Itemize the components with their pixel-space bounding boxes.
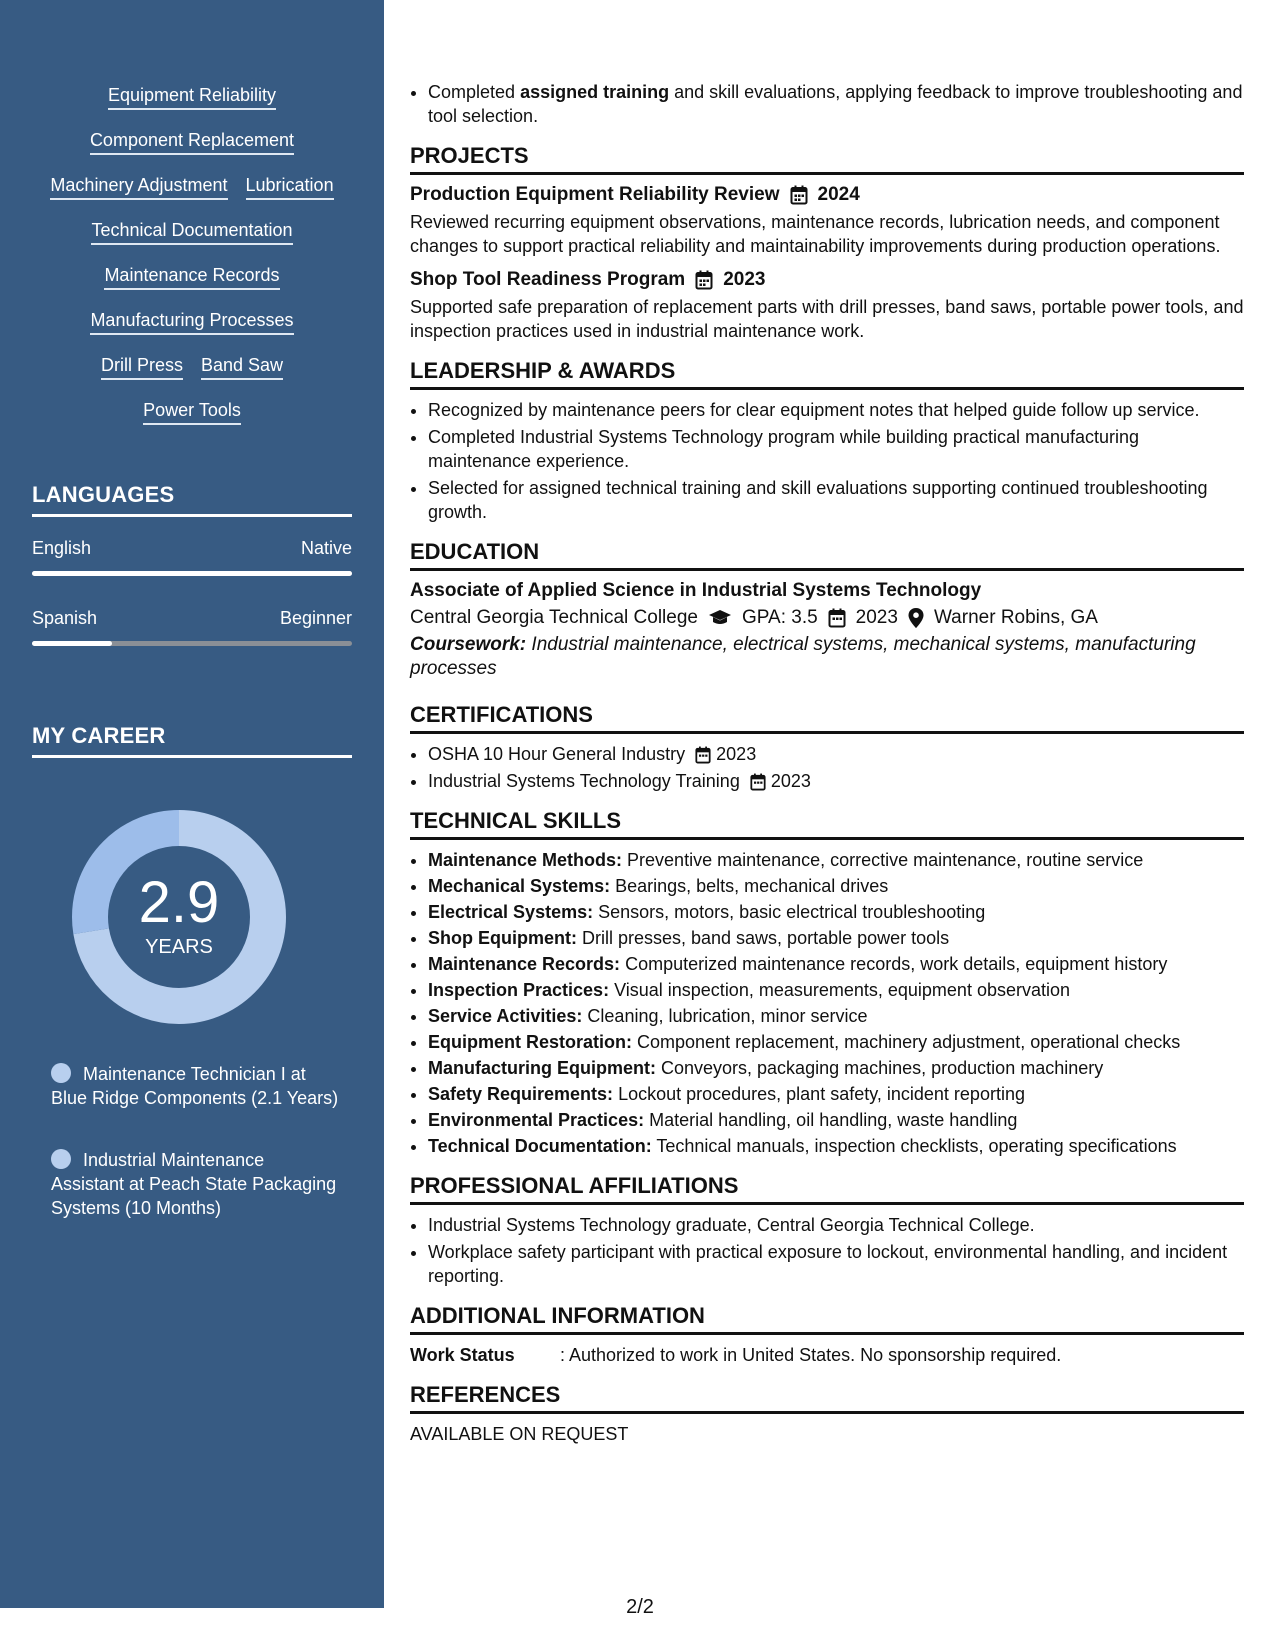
skill-tag: Lubrication <box>246 174 334 200</box>
affiliations-heading: PROFESSIONAL AFFILIATIONS <box>410 1172 1244 1205</box>
career-years-value: 2.9 <box>138 870 220 935</box>
language-english <box>32 538 352 576</box>
skill-tag: Component Replacement <box>90 129 294 155</box>
list-item: • Manufacturing Equipment: Conveyors, packaging machines, production machinery <box>428 1056 1244 1080</box>
work-status <box>410 1343 1244 1367</box>
project-title: Production Equipment Reliability Review 2024 <box>410 184 860 205</box>
project-year: 2024 <box>817 184 860 205</box>
coursework: Coursework: Industrial maintenance, electrical systems, mechanical systems, manufacturing processes <box>410 634 1196 679</box>
education-details <box>410 606 1244 630</box>
list-item: • Maintenance Records: Computerized maintenance records, work details, equipment history <box>428 952 1244 976</box>
affiliations-list <box>410 1213 1244 1288</box>
list-item: • Industrial Systems Technology Training 2023 <box>428 769 1244 793</box>
skill-tag: Technical Documentation <box>91 219 292 245</box>
list-item: • Shop Equipment: Drill presses, band saws, portable power tools <box>428 926 1244 950</box>
calendar-icon <box>695 746 711 764</box>
list-item: • Industrial Systems Technology graduate, Central Georgia Technical College. <box>428 1213 1244 1237</box>
graduation-year: 2023 <box>855 607 898 628</box>
career-heading: MY CAREER <box>32 723 352 758</box>
list-item: • Maintenance Methods: Preventive maintenance, corrective maintenance, routine service <box>428 848 1244 872</box>
main-content <box>410 80 1244 1446</box>
skill-tag: Manufacturing Processes <box>90 309 293 335</box>
language-bar-fill <box>32 641 112 646</box>
career-entry-label: Maintenance Technician I at Blue Ridge Components (2.1 Years) <box>51 1064 339 1108</box>
location-pin-icon <box>908 608 924 628</box>
skill-tag: Machinery Adjustment <box>50 174 227 200</box>
school-location: Warner Robins, GA <box>933 607 1098 628</box>
list-item: • Service Activities: Cleaning, lubrication, minor service <box>428 1004 1244 1028</box>
project-year: 2023 <box>723 269 766 290</box>
skill-tag: Maintenance Records <box>104 264 279 290</box>
list-item: • Safety Requirements: Lockout procedures, plant safety, incident reporting <box>428 1082 1244 1106</box>
language-bar <box>32 641 352 646</box>
skill-tag: Band Saw <box>201 354 283 380</box>
list-item: • OSHA 10 Hour General Industry 2023 <box>428 742 1244 766</box>
list-item: • Workplace safety participant with practical exposure to lockout, environmental handling, and incident reporting. <box>428 1240 1244 1288</box>
projects-heading: PROJECTS <box>410 142 1244 175</box>
skill-tag: Power Tools <box>143 399 241 425</box>
career-dot-icon <box>51 1063 71 1083</box>
language-level: Native <box>300 538 352 558</box>
graduation-cap-icon <box>708 609 732 627</box>
additional-info-heading: ADDITIONAL INFORMATION <box>410 1302 1244 1335</box>
language-bar <box>32 571 352 576</box>
certifications-list <box>410 742 1244 793</box>
list-item: • Inspection Practices: Visual inspection, measurements, equipment observation <box>428 978 1244 1002</box>
language-bar-fill <box>32 571 352 576</box>
references-heading: REFERENCES <box>410 1381 1244 1414</box>
calendar-icon <box>828 608 846 628</box>
language-name: Spanish <box>32 608 98 628</box>
gpa: GPA: 3.5 <box>741 607 818 628</box>
page-number: 2/2 <box>626 1596 654 1618</box>
project-description: Reviewed recurring equipment observations, maintenance records, lubrication needs, and component changes to support practical reliability and maintainability improvements during production operations. <box>410 212 1221 256</box>
skill-tag: Drill Press <box>101 354 183 380</box>
list-item: • Completed Industrial Systems Technology program while building practical manufacturing maintenance experience. <box>428 425 1244 473</box>
technical-skills-list <box>410 848 1244 1158</box>
work-status-label: Work Status <box>410 1345 515 1365</box>
work-status-value: : Authorized to work in United States. No sponsorship required. <box>560 1345 1062 1365</box>
references-text: AVAILABLE ON REQUEST <box>410 1424 629 1444</box>
school-name: Central Georgia Technical College <box>410 607 698 628</box>
degree-title: Associate of Applied Science in Industrial Systems Technology <box>410 580 982 601</box>
language-name: English <box>32 538 92 558</box>
career-entry <box>51 1062 341 1110</box>
leadership-list <box>410 398 1244 524</box>
education-heading: EDUCATION <box>410 538 1244 571</box>
language-spanish <box>32 608 352 646</box>
list-item: • Equipment Restoration: Component replacement, machinery adjustment, operational checks <box>428 1030 1244 1054</box>
career-years-unit: YEARS <box>145 936 213 958</box>
list-item: • Electrical Systems: Sensors, motors, basic electrical troubleshooting <box>428 900 1244 924</box>
list-item: • Technical Documentation: Technical manuals, inspection checklists, operating specifications <box>428 1134 1244 1158</box>
languages-heading: LANGUAGES <box>32 482 352 517</box>
language-level: Beginner <box>279 608 352 628</box>
list-item: • Selected for assigned technical training and skill evaluations supporting continued troubleshooting growth. <box>428 476 1244 524</box>
project-title: Shop Tool Readiness Program 2023 <box>410 269 766 290</box>
career-dot-icon <box>51 1149 71 1169</box>
leadership-heading: LEADERSHIP & AWARDS <box>410 357 1244 390</box>
certifications-heading: CERTIFICATIONS <box>410 701 1244 734</box>
skill-tag: Equipment Reliability <box>108 84 276 110</box>
skills-tag-list <box>20 84 364 444</box>
list-item: • Environmental Practices: Material handling, oil handling, waste handling <box>428 1108 1244 1132</box>
list-item: • Recognized by maintenance peers for clear equipment notes that helped guide follow up service. <box>428 398 1244 422</box>
calendar-icon <box>790 185 808 205</box>
sidebar <box>0 0 384 1608</box>
career-entry <box>51 1148 341 1220</box>
calendar-icon <box>750 773 766 791</box>
list-item: • Mechanical Systems: Bearings, belts, mechanical drives <box>428 874 1244 898</box>
experience-bullets <box>410 80 1244 128</box>
technical-skills-heading: TECHNICAL SKILLS <box>410 807 1244 840</box>
calendar-icon <box>695 270 713 290</box>
project-description: Supported safe preparation of replacement parts with drill presses, band saws, portable power tools, and inspection practices used in industrial maintenance work. <box>410 297 1244 341</box>
list-item: • Completed assigned training and skill evaluations, applying feedback to improve troubleshooting and tool selection. <box>428 80 1244 128</box>
career-entry-label: Industrial Maintenance Assistant at Peach State Packaging Systems (10 Months) <box>51 1150 337 1218</box>
